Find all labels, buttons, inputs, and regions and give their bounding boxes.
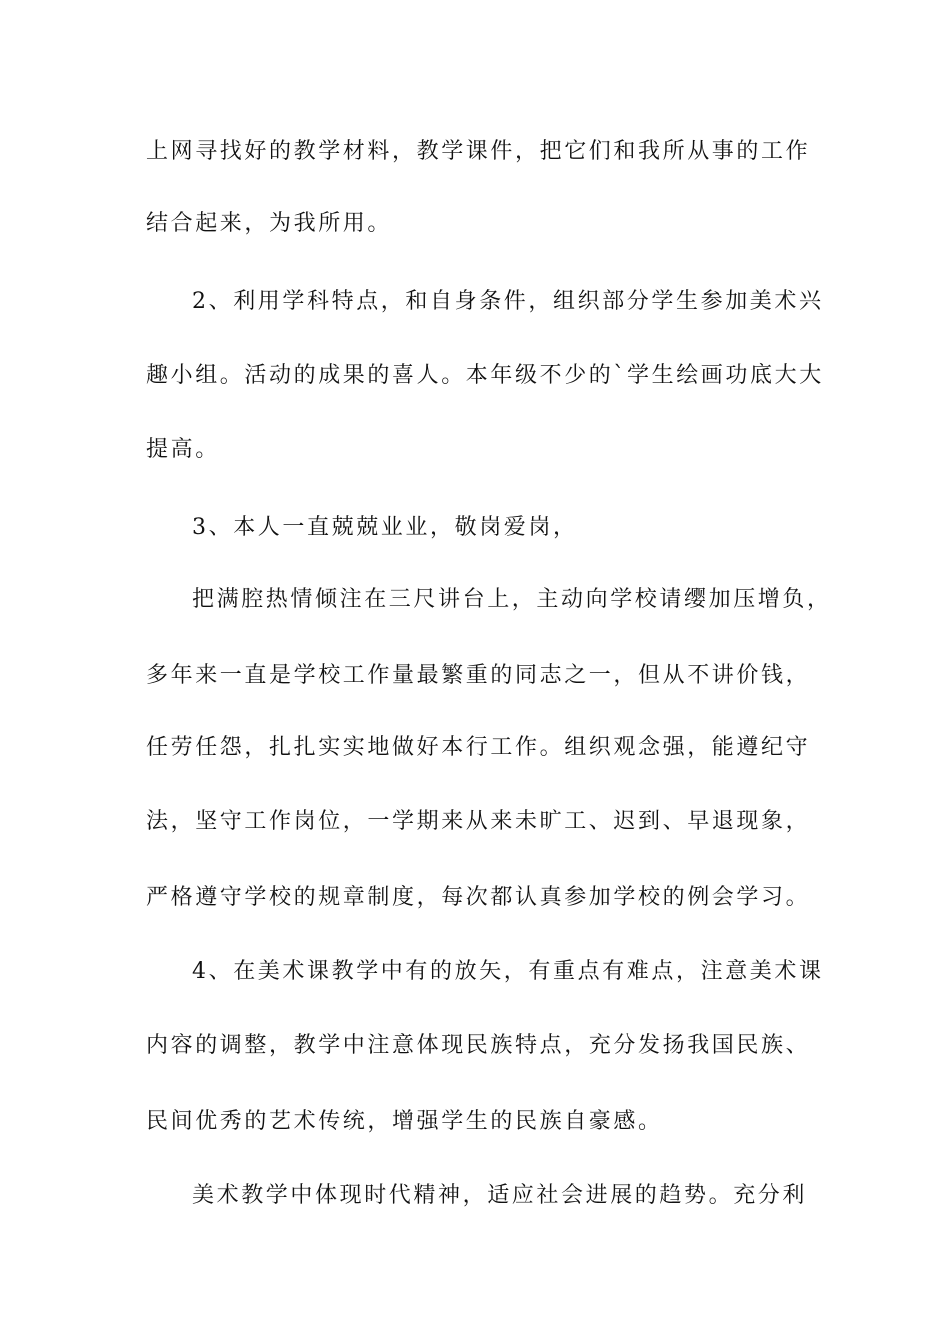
text-line-10: 法，坚守工作岗位，一学期来从来未旷工、迟到、早退现象， xyxy=(146,809,811,834)
text-line-3: 2、利用学科特点，和自身条件，组织部分学生参加美术兴 xyxy=(192,289,824,314)
text-line-11: 严格遵守学校的规章制度，每次都认真参加学校的例会学习。 xyxy=(146,885,811,910)
text-line-5: 提高。 xyxy=(146,437,220,462)
text-line-9: 任劳任怨，扎扎实实地做好本行工作。组织观念强，能遵纪守 xyxy=(146,735,811,760)
text-line-6: 3、本人一直兢兢业业，敬岗爱岗， xyxy=(192,515,578,540)
text-line-13: 内容的调整，教学中注意体现民族特点，充分发扬我国民族、 xyxy=(146,1033,811,1058)
text-line-7: 把满腔热情倾注在三尺讲台上，主动向学校请缨加压增负， xyxy=(192,587,832,612)
text-line-8: 多年来一直是学校工作量最繁重的同志之一，但从不讲价钱， xyxy=(146,663,811,688)
text-line-4: 趣小组。活动的成果的喜人。本年级不少的`学生绘画功底大大 xyxy=(146,363,824,388)
text-line-14: 民间优秀的艺术传统，增强学生的民族自豪感。 xyxy=(146,1109,663,1134)
text-line-12: 4、在美术课教学中有的放矢，有重点有难点，注意美术课 xyxy=(192,959,824,984)
text-line-2: 结合起来，为我所用。 xyxy=(146,211,393,236)
text-line-1: 上网寻找好的教学材料，教学课件，把它们和我所从事的工作 xyxy=(146,139,811,164)
text-line-15: 美术教学中体现时代精神，适应社会进展的趋势。充分利 xyxy=(192,1183,808,1208)
